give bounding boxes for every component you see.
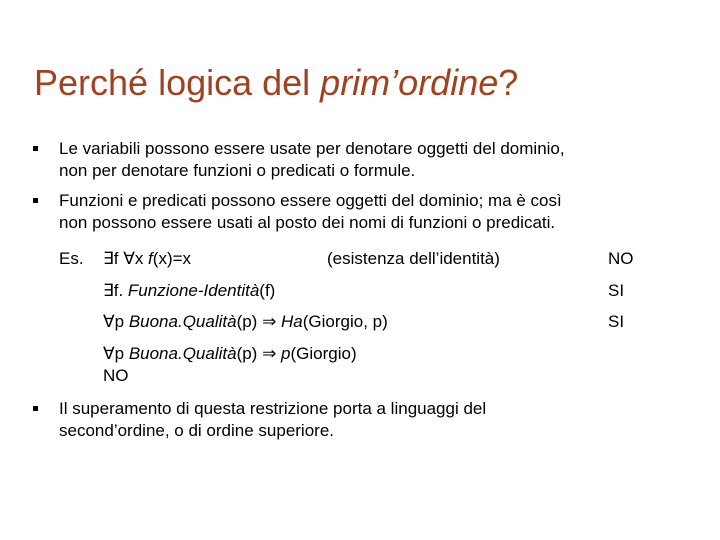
example-4-formula: ∀p Buona.Qualità(p) ⇒ p(Giorgio) [103, 344, 357, 363]
example-1-formula: ∃f ∀x f(x)=x [103, 249, 192, 268]
title-part-2: prim’ordine [320, 62, 499, 103]
bullet-3-line-2: second’ordine, o di ordine superiore. [59, 421, 335, 440]
bullet-3-line-1: Il superamento di questa restrizione porta a linguaggi del [59, 399, 487, 418]
example-3-formula: ∀p Buona.Qualità(p) ⇒ Ha(Giorgio, p) [103, 312, 388, 331]
examples-label: Es. [59, 249, 84, 268]
example-2-formula: ∃f. Funzione-Identità(f) [103, 281, 276, 300]
example-1-note: (esistenza dell’identità) [327, 249, 500, 268]
bullet-marker [33, 406, 38, 411]
bullet-1-line-2: non per denotare funzioni o predicati o formule. [59, 161, 416, 180]
bullet-1-line-1: Le variabili possono essere usate per denotare oggetti del dominio, [59, 139, 565, 158]
bullet-2-line-1: Funzioni e predicati possono essere oggetti del dominio; ma è così [59, 191, 562, 210]
example-3-verdict: SI [608, 312, 625, 331]
example-4-verdict: NO [103, 366, 129, 385]
bullet-2-line-2: non possono essere usati al posto dei nomi di funzioni o predicati. [59, 213, 556, 232]
bullet-marker [33, 198, 38, 203]
title-part-3: ? [498, 62, 519, 103]
example-2-verdict: SI [608, 281, 625, 300]
slide-title [34, 62, 518, 104]
bullet-marker [33, 146, 38, 151]
example-1-verdict: NO [608, 249, 634, 268]
title-part-1: Perché logica del [34, 62, 321, 103]
